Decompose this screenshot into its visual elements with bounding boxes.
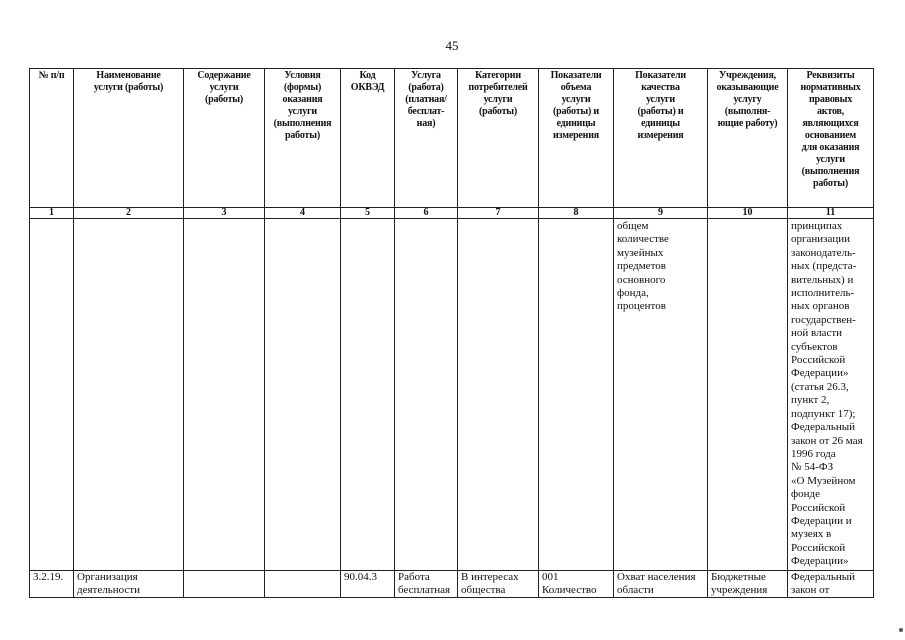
text-line: бесплат- [407,106,445,117]
column-number: 10 [708,208,788,219]
text-line: № 54-ФЗ [791,461,834,474]
text-line: Реквизиты [806,70,855,81]
table-row-continued [30,219,874,571]
text-line: нормативных [800,82,861,93]
column-number: 3 [184,208,265,219]
text-line: (работа) [408,82,444,93]
column-number: 8 [539,208,614,219]
text-line: пункт 2, [791,394,830,407]
column-number: 2 [74,208,184,219]
table-cell [539,219,614,571]
text-line: Условия [284,70,321,81]
text-line: 001 [542,570,559,583]
table-cell [341,219,395,571]
text-line: (работы) [204,94,244,105]
text-line: (статья 26.3, [791,380,849,393]
text-line: Бюджетные [711,570,766,583]
text-line: Наименование [96,70,161,81]
text-line: области [617,583,654,596]
text-line: фонде [791,488,820,501]
text-line: музейных [617,246,664,259]
text-line: фонда, [617,287,649,300]
text-line: деятельности [77,583,140,596]
text-line: качества [641,82,680,93]
text-line: Федерации» [791,367,849,380]
text-line: Содержание [197,70,251,81]
column-number: 4 [265,208,341,219]
text-line: (выполнения [801,166,860,177]
text-line: оказания [282,94,323,105]
text-line: ющие работу) [717,118,778,129]
text-line: Работа [398,570,430,583]
text-line: Показатели [635,70,686,81]
text-line: измерения [637,130,684,141]
text-line: услуги [288,106,317,117]
text-line: процентов [617,300,666,313]
text-line: единицы [556,118,596,129]
text-line: услуги [816,154,845,165]
quality-indicator-cell [614,570,708,597]
legal-acts-cell [788,219,874,571]
service-name-cell [74,570,184,597]
text-line: законодатель- [791,246,856,259]
quality-indicator-cell [614,219,708,571]
text-line: услуги [209,82,239,93]
text-line: исполнитель- [791,287,855,300]
column-number: 7 [458,208,539,219]
text-line: (работы) [478,106,518,117]
text-line: правовых [808,94,852,105]
text-line: Охват населения [617,570,696,583]
text-line: услуги (работы) [93,82,164,93]
header-cell-consumer-categories [458,69,539,208]
text-line: являющихся [802,118,859,129]
text-line: (выполня- [724,106,771,117]
text-line: организации [791,233,851,246]
text-line: подпункт 17); [791,407,856,420]
table-cell [708,219,788,571]
text-line: субъектов [791,340,838,353]
text-line: Организация [77,570,138,583]
text-line: (работы) и [553,106,599,117]
legal-acts-cell [788,570,874,597]
header-cell-service-conditions [265,69,341,208]
text-line: Категории [475,70,521,81]
table-cell [184,219,265,571]
text-line: Федерации и [791,514,852,527]
column-number: 9 [614,208,708,219]
text-line: принципах [791,220,843,232]
table-cell [265,570,341,597]
text-line: общем [617,220,649,232]
text-line: закон от [791,583,830,596]
row-number-cell [30,570,74,597]
text-line: для оказания [801,142,860,153]
text-line: Показатели [550,70,602,81]
text-line: (платная/ [405,94,447,105]
text-line: Код [359,70,376,81]
text-line: услуги [646,94,675,105]
text-line: основного [617,273,666,286]
text-line: (выполнения [273,118,332,129]
header-cell-volume-indicators [539,69,614,208]
text-line: «О Музейном [791,474,856,487]
text-line: (работы) и [637,106,684,117]
institution-cell [708,570,788,597]
column-number: 11 [788,208,874,219]
table-cell [265,219,341,571]
consumer-category-cell [458,570,539,597]
text-line: актов, [817,106,844,117]
table-cell [395,219,458,571]
column-number: 6 [395,208,458,219]
text-line: ной власти [791,327,843,340]
text-line: (формы) [283,82,322,93]
services-register-table [29,68,874,598]
header-cell-quality-indicators [614,69,708,208]
table-row-3-2-19 [30,570,874,597]
paid-free-cell [395,570,458,597]
text-line: общества [461,583,506,596]
text-line: ОКВЭД [350,82,385,93]
page-number: 45 [445,38,459,53]
text-line: измерения [552,130,600,141]
text-line: Учреждения, [719,70,776,81]
text-line: объема [560,82,592,93]
text-line: потребителей [468,82,528,93]
table-header-row [30,69,874,208]
text-line: 1996 года [791,447,836,460]
text-line: услуги [561,94,591,105]
text-line: № п/п [38,70,65,81]
text-line: закон от 26 мая [791,434,863,447]
text-line: Количество [542,583,597,596]
text-line: работы) [813,178,848,189]
text-line: услуги [483,94,513,105]
text-line: Федерации» [791,555,849,568]
text-line: вительных) и [791,273,854,286]
text-line: В интересах [461,570,519,583]
text-line: основанием [804,130,857,141]
text-line: государствен- [791,313,856,326]
text-line: Российской [791,541,846,554]
text-line: 3.2.19. [33,570,64,583]
text-line: ная) [416,118,436,129]
text-line: работы) [285,130,320,141]
column-number: 1 [30,208,74,219]
text-line: бесплатная [398,583,451,596]
header-cell-paid-free [395,69,458,208]
header-cell-service-content [184,69,265,208]
table-cell [184,570,265,597]
text-line: оказывающие [716,82,779,93]
text-line: количестве [617,233,669,246]
table-cell [74,219,184,571]
table-cell [30,219,74,571]
header-cell-institutions [708,69,788,208]
header-cell-legal-acts [788,69,874,208]
scan-speck [899,628,903,632]
okved-code-cell [341,570,395,597]
text-line: услугу [733,94,762,105]
text-line: Федеральный [791,421,856,434]
text-line: Российской [791,501,846,514]
column-number-row [30,208,874,219]
text-line: предметов [617,260,666,273]
text-line: ных органов [791,300,850,313]
column-number: 5 [341,208,395,219]
text-line: Российской [791,354,846,367]
header-cell-service-name [74,69,184,208]
volume-indicator-cell [539,570,614,597]
header-cell-number [30,69,74,208]
header-cell-okved-code [341,69,395,208]
text-line: Услуга [411,70,441,81]
text-line: Федеральный [791,570,856,583]
text-line: 90.04.3 [344,570,377,583]
text-line: учреждения [711,583,768,596]
table-cell [458,219,539,571]
text-line: ных (предста- [791,260,857,273]
text-line: единицы [641,118,680,129]
text-line: музеях в [791,528,832,541]
